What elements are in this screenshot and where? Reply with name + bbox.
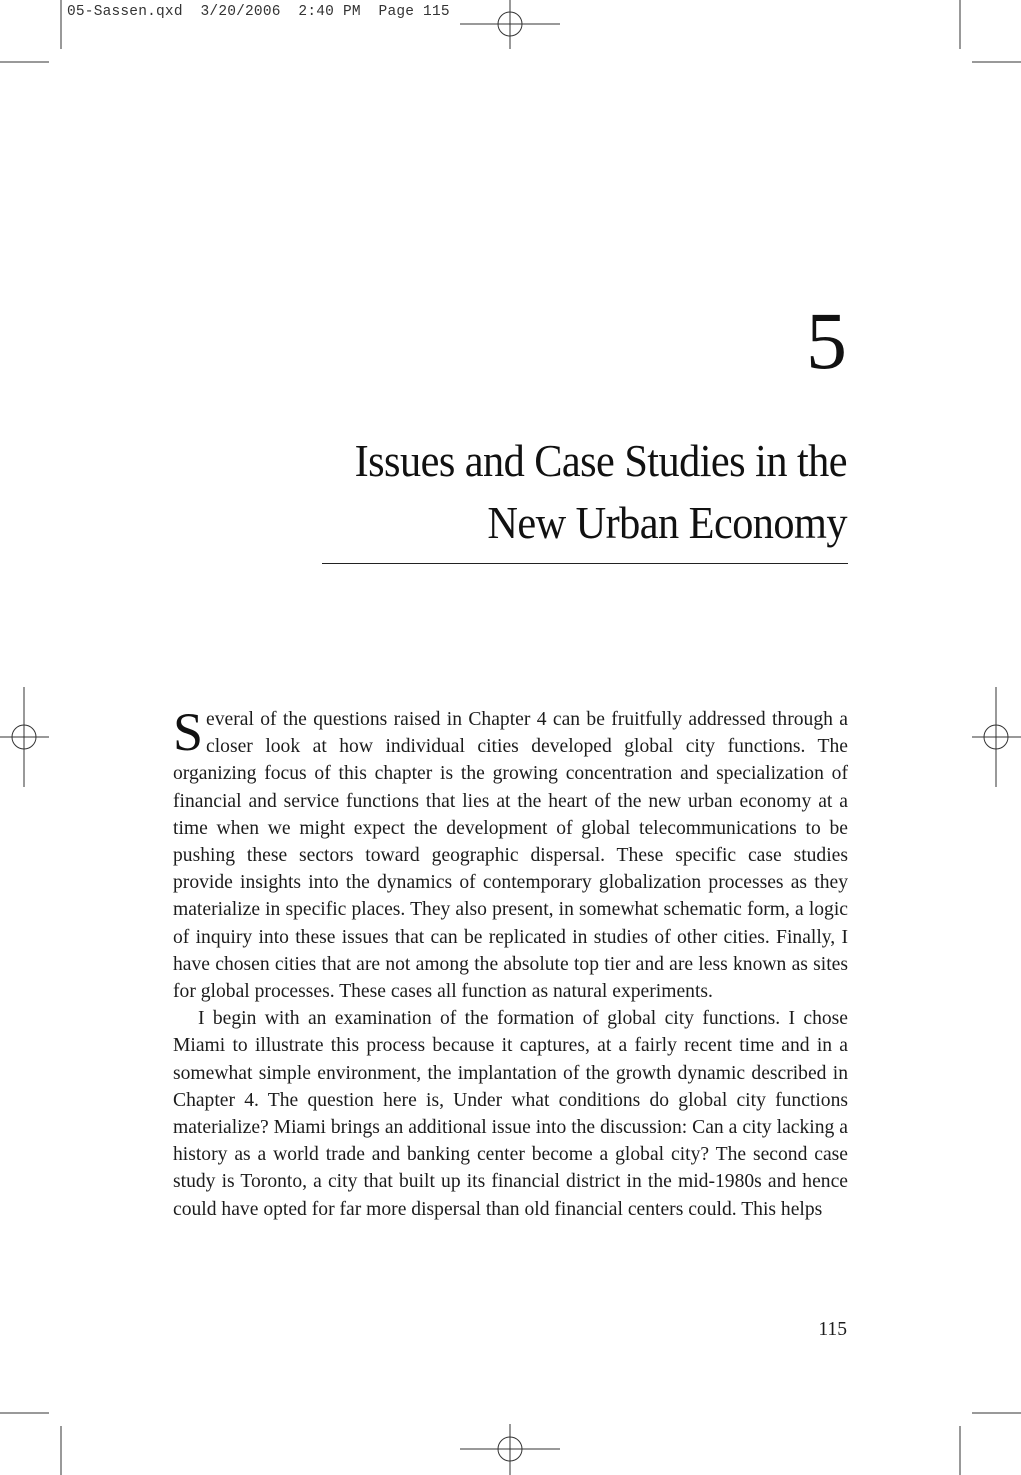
registration-mark-right (972, 687, 1021, 787)
body-text (173, 702, 848, 1223)
printer-slug: 05-Sassen.qxd 3/20/2006 2:40 PM Page 115 (67, 4, 450, 20)
registration-mark-top (460, 0, 560, 49)
paragraph-2: I begin with an examination of the formation of global city functions. I chose Miami to illustrate this process because it captures, at a fairly recent time and in a somewhat simple environment, the implantation of the growth dynamic described in Chapter 4. The question here is, Under what conditions do global city functions materialize? Miami brings an additional issue into the discussion: Can a city lacking a history as a world trade and banking center become a global city? The second case study is Toronto, a city that built up its financial district in the mid-1980s and hence could have opted for far more dispersal than old financial centers could. This helps (173, 1008, 848, 1220)
chapter-title-line-2: New Urban Economy (487, 497, 847, 548)
paragraph-1-text: everal of the questions raised in Chapter 4 can be fruitfully addressed through a closer look at how individual cities developed global city functions. The organizing focus of this chapter is the growing concentration and specialization of financial and service functions that lies at the heart of the new urban economy at a time when we might expect the development of global telecommunications to be pushing these sectors toward geographic dispersal. These specific case studies provide insights into the dynamics of contemporary globalization processes as they materialize in specific places. They also present, in somewhat schematic form, a logic of inquiry into these issues that can be replicated in studies of other cities. Finally, I have chosen cities that are not among the absolute top tier and are less known as sites for global processes. These cases all function as natural experiments. (173, 709, 848, 1003)
chapter-number: 5 (806, 295, 847, 386)
chapter-title-line-1: Issues and Case Studies in the (354, 435, 847, 486)
title-rule (322, 563, 848, 564)
registration-mark-left (0, 687, 49, 787)
page-number: 115 (818, 1319, 847, 1340)
paragraph-1 (173, 702, 848, 1005)
registration-mark-bottom (460, 1424, 560, 1475)
drop-cap: S (173, 702, 204, 762)
chapter-title (258, 430, 847, 554)
